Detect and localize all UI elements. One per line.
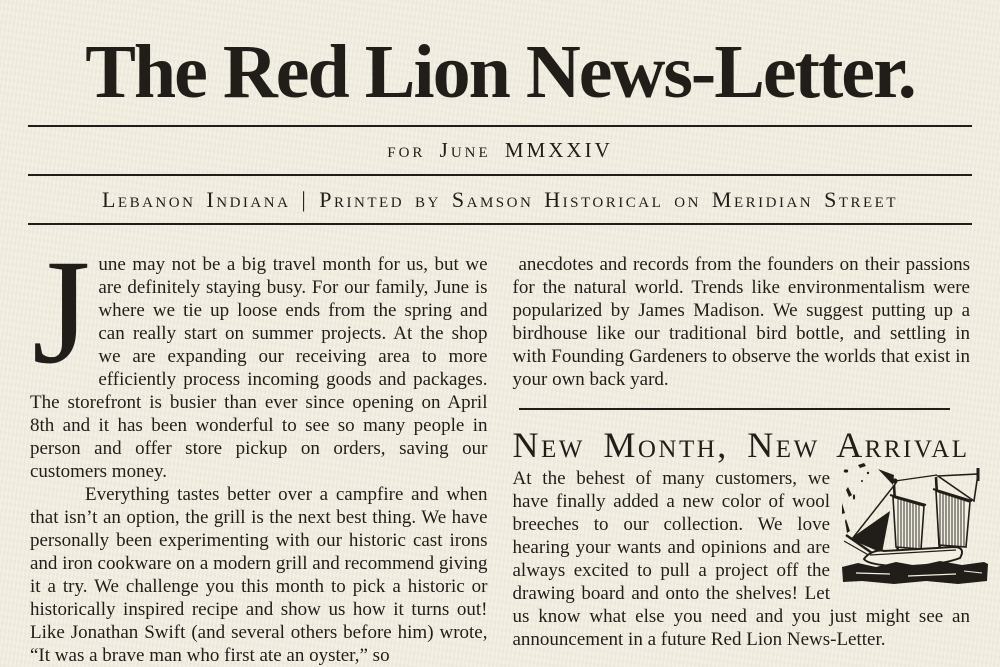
continued-paragraph: anecdotes and records from the founders on their passions for the natural world. Trends like environmentalism were popularized by James Madison. We suggest putting up a birdhouse like our traditional bird bottle, and settling in with Founding Gardeners to observe the worlds that exist in your own back yard. [512, 254, 970, 390]
section-heading: New Month, New Arrival [512, 425, 970, 465]
newsletter-title: The Red Lion News-Letter. [85, 30, 915, 114]
left-column [30, 229, 488, 667]
section-divider [519, 408, 951, 410]
article-columns [0, 229, 1000, 667]
drop-cap: J [32, 229, 91, 395]
right-column [513, 253, 971, 667]
dateline: for June MMXXIV [387, 138, 613, 162]
masthead-rule-bottom [28, 223, 972, 225]
intro-paragraph [30, 229, 488, 483]
sailing-ship-woodcut-illustration [838, 461, 994, 587]
arrival-paragraph-text: At the behest of many customers, we have finally added a new color of wool breeches to our collection. We love hearing your wants and opinions and are always excited to pull a project off the drawing board and onto the shelves! Let us know what else you need and you just might see an announcement in a future Red Lion News-Letter. [512, 468, 970, 651]
imprint-line: Lebanon Indiana | Printed by Samson Historical on Meridian Street [101, 187, 899, 212]
intro-paragraph-text: une may not be a big travel month for us, but we are definitely staying busy. For our family, June is where we tie up loose ends from the spring and can really start on summer projects. At the shop we are expanding our receiving area to more efficiently process incoming goods and packages. The storefront is busier than ever since opening on April 8th and it has been wonderful to see so many people in person and offer store pickup on orders, saving our customers money. [30, 254, 488, 482]
arrival-paragraph [513, 467, 971, 651]
campfire-paragraph: Everything tastes better over a campfire and when that isn’t an option, the grill is the next best thing. We have personally been experimenting with our historic cast irons and iron cookware on a modern grill and recommend giving it a try. We challenge you this month to pick a historic or historically inspired recipe and show us how it turns out! Like Jonathan Swift (and several others before him) wrote, “It was a brave man who first ate an oyster,” so [30, 484, 488, 666]
masthead [0, 0, 1000, 225]
